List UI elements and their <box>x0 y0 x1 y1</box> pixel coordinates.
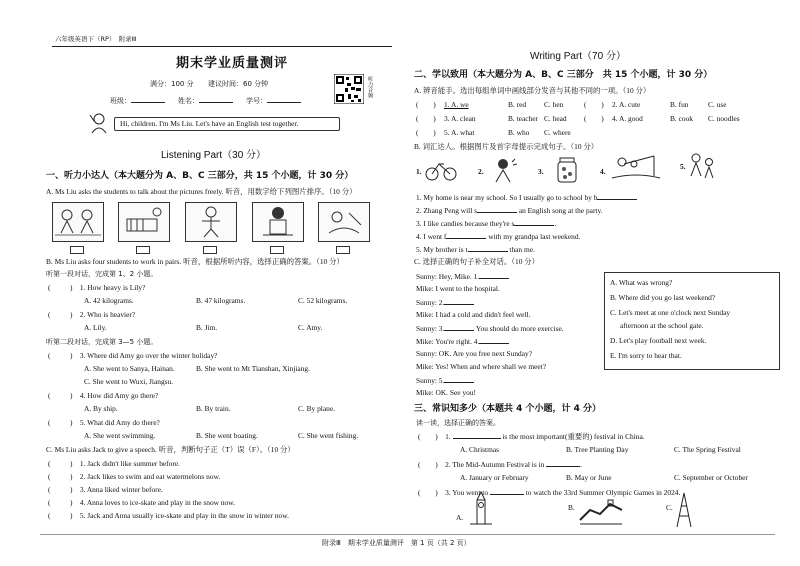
vocab-5: 5. My brother is t than me. <box>416 245 535 254</box>
picture-5 <box>318 202 370 242</box>
dialogue-line: Mike: Yes! When and where shall we meet? <box>416 362 546 371</box>
eiffel-tower-icon <box>674 492 694 528</box>
knowledge-2c[interactable]: C. September or October <box>674 473 748 482</box>
phonics-1c[interactable]: C. hen <box>544 100 564 109</box>
knowledge-2a[interactable]: A. January or February <box>460 473 529 482</box>
blank[interactable] <box>514 219 554 226</box>
knowledge-1c[interactable]: C. The Spring Festival <box>674 445 741 454</box>
blank[interactable] <box>446 232 486 239</box>
page-title: 期末学业质量测评 <box>176 56 289 71</box>
option-1c[interactable]: C. 52 kilograms. <box>298 296 348 305</box>
section-3-heading: 三、常识知多少（本题共 4 个小题，计 4 分） <box>414 404 602 414</box>
dialogue-line: Sunny: 5. <box>416 376 474 386</box>
knowledge-1a[interactable]: A. Christmas <box>460 445 500 454</box>
part-b-instruction: B. Ms Liu asks four students to work in pairs. 听音，根据所听内容，选择正确的答案。（10 分） <box>46 257 344 266</box>
dialogue-line: Mike: You're right. 4. <box>416 337 509 347</box>
blank[interactable] <box>479 272 509 279</box>
answer-box[interactable] <box>203 246 217 254</box>
option-2c[interactable]: C. Amy. <box>298 323 323 332</box>
blank[interactable] <box>597 193 637 200</box>
blank[interactable] <box>479 337 509 344</box>
picture-2 <box>118 202 170 242</box>
blank[interactable] <box>444 376 474 383</box>
listening-title: Listening Part（30 分） <box>161 150 267 161</box>
grade-tag: 六年级英语下（RP） 附录Ⅲ <box>55 35 137 43</box>
part-c-instruction: C. Ms Liu asks Jack to give a speech. 听音，判断句子正（T）误（F）。（10 分） <box>46 445 295 454</box>
option-5b[interactable]: B. She went boating. <box>196 431 258 440</box>
greeting-text: Hi, children. I'm Ms Liu. Let's have an English test together. <box>120 119 299 128</box>
option-4b[interactable]: B. By train. <box>196 404 231 413</box>
option-5c[interactable]: C. She went fishing. <box>298 431 359 440</box>
answer-box[interactable] <box>270 246 284 254</box>
part-2c-instruction: C. 选择正确的句子补全对话。（10 分） <box>414 257 540 266</box>
page-footer: 附录Ⅲ 期末学业质量测评 第 1 页（共 2 页） <box>322 539 471 547</box>
phonics-row-1: ( ) <box>416 100 436 109</box>
question-5: ( ) 5. What did Amy do there? <box>48 418 160 427</box>
vocab-2: 2. Zhang Peng will s an English song at the party. <box>416 206 603 215</box>
bike-icon <box>424 158 458 182</box>
pic-num-5: 5. <box>680 162 686 171</box>
part-a-instruction: A. Ms Liu asks the students to talk about the pictures freely. 听音，用数字给下列图片排序。（10 分） <box>46 187 357 196</box>
option-a: A. What was wrong? <box>610 278 673 287</box>
fishing-icon <box>610 154 662 182</box>
blank[interactable] <box>468 245 508 252</box>
dialogue-line: Mike: I went to the hospital. <box>416 284 500 293</box>
dialogue-line: Sunny: 2. <box>416 298 474 308</box>
knowledge-3a[interactable]: A. <box>456 513 464 522</box>
phonics-5c[interactable]: C. where <box>544 128 571 137</box>
option-2a[interactable]: A. Lily. <box>84 323 107 332</box>
picture-4 <box>252 202 304 242</box>
phonics-1b[interactable]: B. red <box>508 100 527 109</box>
section-3-sub: 读一读，选择正确的答案。 <box>416 419 500 427</box>
phonics-row-3: ( ) <box>416 114 436 123</box>
phonics-row-4: ( ) <box>584 114 604 123</box>
phonics-2a[interactable]: 2. A. cute <box>612 100 641 109</box>
part-2a-instruction: A. 辨音能手。选出每组单词中画线部分发音与其他不同的一项。（10 分） <box>414 86 651 95</box>
vocab-1: 1. My home is near my school. So I usually go to school by b <box>416 193 637 203</box>
vocab-4: 4. I went f with my grandpa last weekend. <box>416 232 581 241</box>
answer-box[interactable] <box>336 246 350 254</box>
knowledge-1b[interactable]: B. Tree Planting Day <box>566 445 629 454</box>
big-ben-icon <box>468 490 494 526</box>
phonics-3b[interactable]: B. teacher <box>508 114 538 123</box>
part-2b-instruction: B. 词汇达人。根据图片及首字母提示完成句子。（10 分） <box>414 142 599 151</box>
class-field[interactable]: 班级： <box>110 96 165 105</box>
phonics-5b[interactable]: B. who <box>508 128 530 137</box>
singing-boy-icon <box>488 156 518 184</box>
section-2-heading: 二、学以致用（本大题分为 A、B、C 三部分 共 15 个小题，计 30 分） <box>414 70 713 80</box>
answer-box[interactable] <box>70 246 84 254</box>
option-d: D. Let's play football next week. <box>610 336 707 345</box>
phonics-2c[interactable]: C. use <box>708 100 727 109</box>
question-4: ( ) 4. How did Amy go there? <box>48 391 159 400</box>
option-c-cont: afternoon at the school gate. <box>620 321 704 330</box>
phonics-3a[interactable]: 3. A. clean <box>444 114 476 123</box>
two-kids-icon <box>688 152 718 182</box>
knowledge-3b[interactable]: B. <box>568 503 575 512</box>
option-1b[interactable]: B. 47 kilograms. <box>196 296 246 305</box>
phonics-4a[interactable]: 4. A. good <box>612 114 643 123</box>
pic-num-2: 2. <box>478 167 484 176</box>
name-field[interactable]: 姓名： <box>178 96 233 105</box>
phonics-3c[interactable]: C. head <box>544 114 567 123</box>
audio-label: 听力音频 <box>366 76 373 98</box>
blank[interactable] <box>490 488 524 495</box>
suggested-time: 建议时间：60 分钟 <box>208 80 269 88</box>
blank[interactable] <box>444 324 474 331</box>
phonics-1a[interactable]: 1. A. we <box>444 100 469 109</box>
question-2: ( ) 2. Who is heavier? <box>48 310 136 319</box>
pic-num-1: 1. <box>416 167 422 176</box>
tf-item-5[interactable]: ( ) 5. Jack and Anna usually ice-skate and play in the snow in winter now. <box>48 511 289 520</box>
picture-1 <box>52 202 104 242</box>
dialogue-line: Mike: I had a cold and didn't feel well. <box>416 310 531 319</box>
phonics-4c[interactable]: C. noodles <box>708 114 740 123</box>
option-4a[interactable]: A. By ship. <box>84 404 118 413</box>
vocab-3: 3. I like candies because they're s . <box>416 219 557 228</box>
question-3: ( ) 3. Where did Amy go over the winter holiday? <box>48 351 218 360</box>
blank[interactable] <box>444 298 474 305</box>
option-2b[interactable]: B. Jim. <box>196 323 218 332</box>
section-1-heading: 一、听力小达人（本大题分为 A、B、C 三部分，共 15 个小题，计 30 分） <box>46 171 354 181</box>
knowledge-3: ( ) 3. You went to to watch the 33rd Summer Olympic Games in 2024. <box>418 488 681 497</box>
pic-num-3: 3. <box>538 167 544 176</box>
knowledge-3c[interactable]: C. <box>666 503 673 512</box>
option-3b[interactable]: B. She went to Mt Tianshan, Xinjiang. <box>196 364 310 373</box>
teacher-icon <box>88 112 110 134</box>
question-1: ( ) 1. How heavy is Lily? <box>48 283 146 292</box>
phonics-2b[interactable]: B. fun <box>670 100 689 109</box>
tf-item-1[interactable]: ( ) 1. Jack didn't like summer before. <box>48 459 180 468</box>
option-3c[interactable]: C. She went to Wuxi, Jiangsu. <box>84 377 174 386</box>
dialogue-line: Sunny: 3. You should do more exercise. <box>416 324 564 333</box>
pic-num-4: 4. <box>600 167 606 176</box>
dialogue-1-note: 听第一段对话，完成第 1、2 小题。 <box>46 270 158 278</box>
blank[interactable] <box>453 432 501 439</box>
option-1a[interactable]: A. 42 kilograms. <box>84 296 134 305</box>
option-5a[interactable]: A. She went swimming. <box>84 431 156 440</box>
qr-code-icon[interactable] <box>334 74 364 104</box>
tf-item-3[interactable]: ( ) 3. Anna liked winter before. <box>48 485 163 494</box>
option-3a[interactable]: A. She went to Sanya, Hainan. <box>84 364 175 373</box>
dialogue-2-note: 听第二段对话，完成第 3—5 小题。 <box>46 338 158 346</box>
phonics-5a[interactable]: 5. A. what <box>444 128 475 137</box>
option-e: E. I'm sorry to hear that. <box>610 351 682 360</box>
blank[interactable] <box>546 460 580 467</box>
candy-jar-icon <box>552 154 582 184</box>
tf-item-2[interactable]: ( ) 2. Jack likes to swim and eat watermelons now. <box>48 472 221 481</box>
option-b: B. Where did you go last weekend? <box>610 293 716 302</box>
dialogue-line: Sunny: Hey, Mike. 1. <box>416 272 509 282</box>
answer-box[interactable] <box>136 246 150 254</box>
full-score: 满分：100 分 <box>150 80 194 88</box>
writing-title: Writing Part（70 分） <box>530 51 626 62</box>
knowledge-2: ( ) 2. The Mid-Autumn Festival is in . <box>418 460 583 469</box>
tf-item-4[interactable]: ( ) 4. Anna loves to ice-skate and play in the snow now. <box>48 498 235 507</box>
option-c: C. Let's meet at one o'clock next Sunday <box>610 308 731 317</box>
dialogue-line: Sunny: OK. Are you free next Sunday? <box>416 349 532 358</box>
knowledge-1: ( ) 1. is the most important(重要的) festival in China. <box>418 432 645 441</box>
blank[interactable] <box>477 206 517 213</box>
phonics-row-5: ( ) <box>416 128 436 137</box>
phonics-row-2: ( ) <box>584 100 604 109</box>
number-field[interactable]: 学号： <box>246 96 301 105</box>
phonics-4b[interactable]: B. cook <box>670 114 693 123</box>
picture-3 <box>185 202 237 242</box>
great-wall-icon <box>578 496 624 526</box>
option-4c[interactable]: C. By plane. <box>298 404 335 413</box>
dialogue-line: Mike: OK. See you! <box>416 388 476 397</box>
knowledge-2b[interactable]: B. May or June <box>566 473 612 482</box>
